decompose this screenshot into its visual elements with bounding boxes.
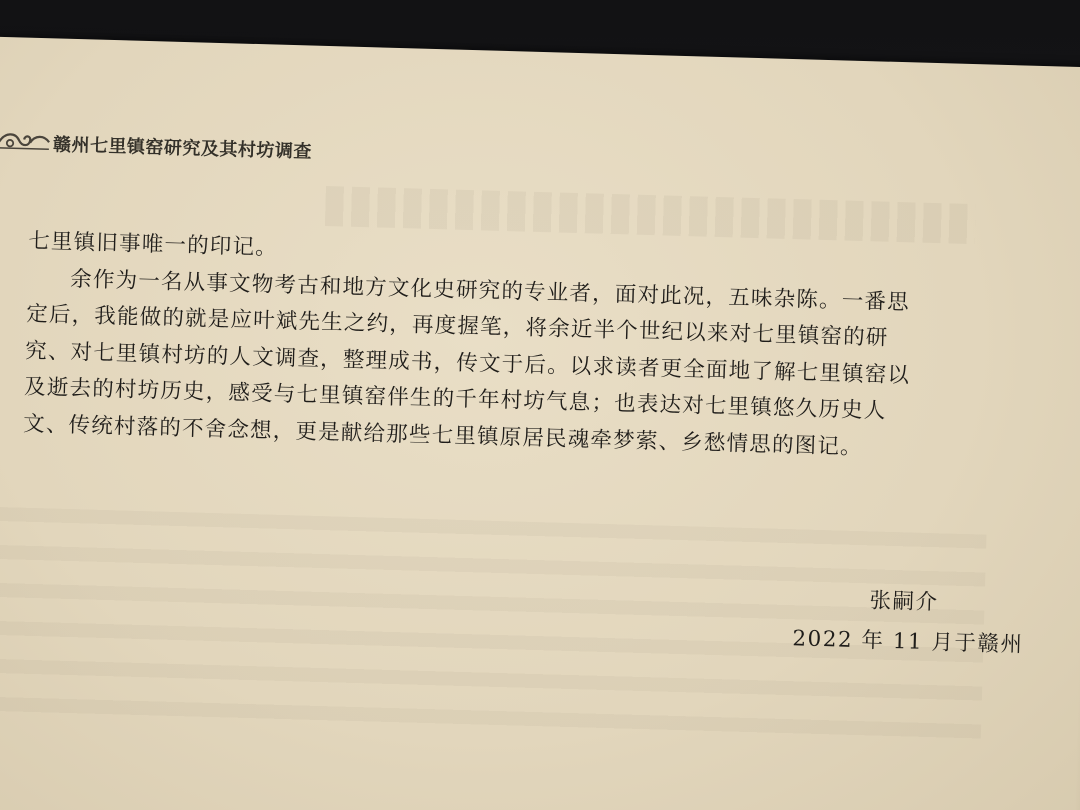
cloud-scroll-icon: [0, 129, 51, 156]
body-line-6: 文、传统村落的不舍念想，更是献给那些七里镇原居民魂牵梦萦、乡愁情思的图记。: [22, 411, 864, 460]
date-place: 2022 年 11 月于赣州: [792, 626, 1024, 658]
body-paragraphs: [23, 224, 1029, 471]
signature-block: [792, 579, 1025, 665]
body-line-1: 七里镇旧事唯一的印记。: [27, 228, 279, 261]
body-line-4: 究、对七里镇村坊的人文调查，整理成书，传文于后。以求读者更全面地了解七里镇窑以: [24, 338, 911, 388]
body-line-3: 定后，我能做的就是应叶斌先生之约，再度握笔，将余近半个世纪以来对七里镇窑的研: [25, 301, 889, 351]
page-edge-shadow: [1073, 67, 1080, 810]
running-header: [0, 123, 337, 172]
book-page: [0, 36, 1080, 810]
body-line-2: 余作为一名从事文物考古和地方文化史研究的专业者，面对此况，五味杂陈。一番思: [69, 266, 911, 315]
book-title: 赣州七里镇窑研究及其村坊调查: [52, 134, 313, 163]
body-line-5: 及逝去的村坊历史，感受与七里镇窑伴生的千年村坊气息；也表达对七里镇悠久历史人: [23, 374, 887, 424]
author-name: 张嗣介: [869, 588, 939, 616]
